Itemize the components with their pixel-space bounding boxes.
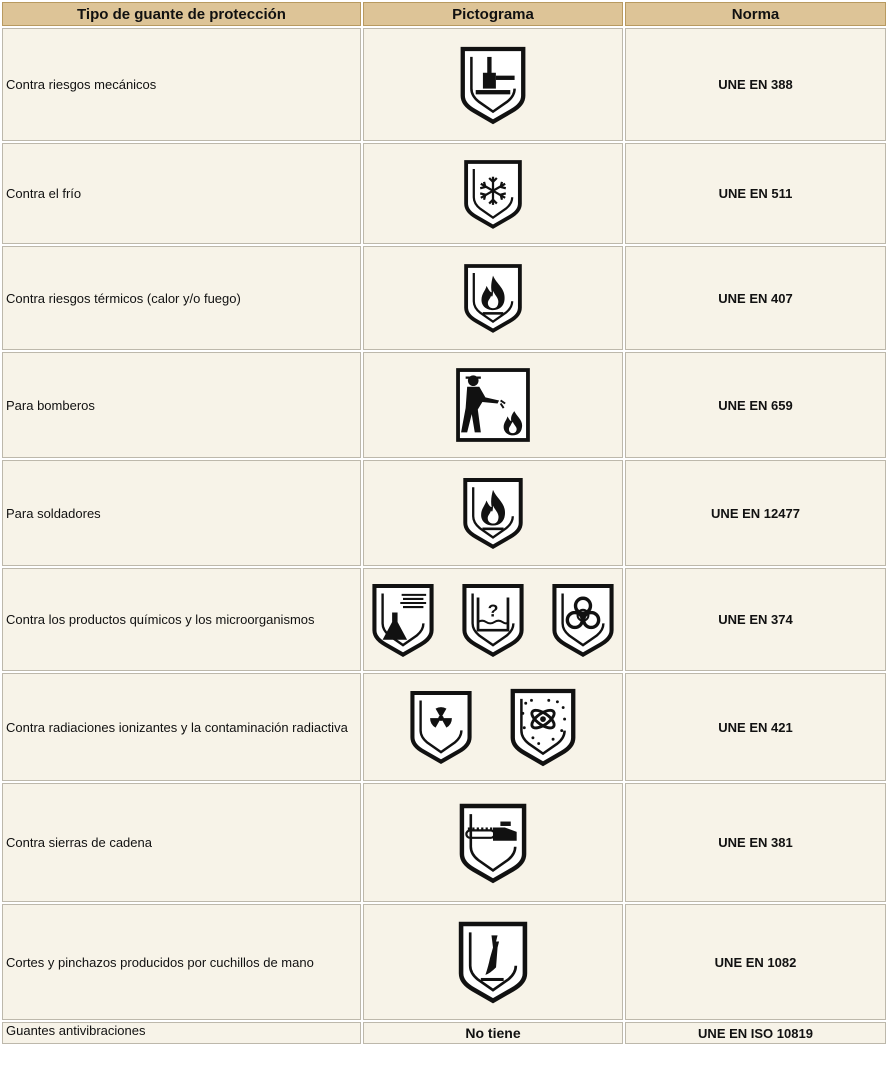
row-type-cell: Para soldadores (2, 460, 361, 566)
table-row (2, 143, 886, 244)
chemical-flask-shield-icon (369, 581, 437, 659)
row-type-cell: Contra el frío (2, 143, 361, 244)
radioactive-contamination-shield-icon (507, 686, 579, 768)
flame-shield-icon (461, 262, 525, 334)
flame-shield-icon (460, 476, 526, 550)
table-row (2, 28, 886, 141)
row-pictogram-cell (363, 568, 623, 671)
firefighter-icon (455, 367, 531, 443)
hammer-shield-icon (457, 45, 529, 125)
radiation-shield-icon (407, 688, 475, 766)
table-row (2, 1022, 886, 1044)
row-type-cell: Para bomberos (2, 352, 361, 458)
row-norm-cell: UNE EN 659 (625, 352, 886, 458)
chemical-beaker-question-shield-icon (459, 581, 527, 659)
row-pictogram-cell (363, 673, 623, 781)
row-pictogram-cell (363, 28, 623, 141)
table-row (2, 352, 886, 458)
row-type-cell: Contra radiaciones ionizantes y la contaminación radiactiva (2, 673, 361, 781)
row-norm-cell: UNE EN 1082 (625, 904, 886, 1020)
knife-shield-icon (455, 919, 531, 1005)
header-type: Tipo de guante de protección (2, 2, 361, 26)
row-norm-cell: UNE EN 511 (625, 143, 886, 244)
row-pictogram-cell (363, 246, 623, 350)
biohazard-shield-icon (549, 581, 617, 659)
row-norm-cell: UNE EN 421 (625, 673, 886, 781)
row-norm-cell: UNE EN 12477 (625, 460, 886, 566)
row-type-cell: Contra riesgos mecánicos (2, 28, 361, 141)
row-norm-cell: UNE EN 381 (625, 783, 886, 902)
header-norm: Norma (625, 2, 886, 26)
row-norm-cell: UNE EN 388 (625, 28, 886, 141)
row-pictogram-cell (363, 143, 623, 244)
row-type-cell: Contra los productos químicos y los microorganismos (2, 568, 361, 671)
row-norm-cell: UNE EN 374 (625, 568, 886, 671)
svg-text:?: ? (487, 600, 499, 621)
row-type-cell: Guantes antivibraciones (2, 1022, 361, 1044)
table-row (2, 673, 886, 781)
chainsaw-shield-icon (456, 801, 530, 885)
header-row (2, 2, 886, 26)
table-row (2, 904, 886, 1020)
table-row (2, 246, 886, 350)
row-type-cell: Contra sierras de cadena (2, 783, 361, 902)
snowflake-shield-icon (461, 158, 525, 230)
table-row (2, 568, 886, 671)
row-norm-cell: UNE EN 407 (625, 246, 886, 350)
row-pictogram-cell: No tiene (363, 1022, 623, 1044)
row-type-cell: Cortes y pinchazos producidos por cuchillos de mano (2, 904, 361, 1020)
table-row (2, 460, 886, 566)
header-pictogram: Pictograma (363, 2, 623, 26)
table-row (2, 783, 886, 902)
row-pictogram-cell (363, 783, 623, 902)
row-pictogram-cell (363, 904, 623, 1020)
row-pictogram-cell (363, 352, 623, 458)
row-norm-cell: UNE EN ISO 10819 (625, 1022, 886, 1044)
row-pictogram-cell (363, 460, 623, 566)
row-type-cell: Contra riesgos térmicos (calor y/o fuego) (2, 246, 361, 350)
